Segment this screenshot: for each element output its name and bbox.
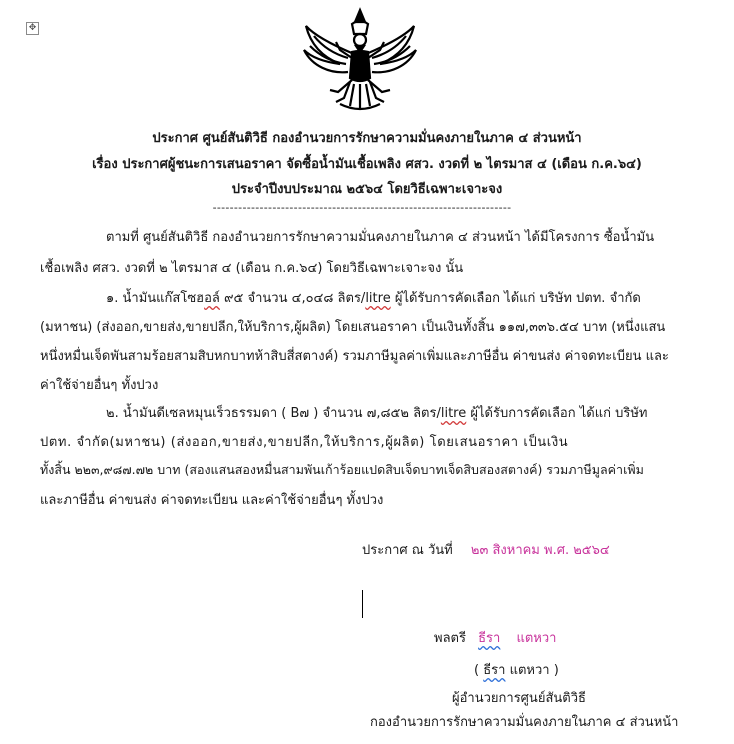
item-2-text-a: ๒. น้ำมันดีเซลหมุนเร็วธรรมดา ( B๗ ) จำนวน ๗,๘๕๒ ลิตร/ <box>106 406 441 421</box>
signer-name-line <box>434 627 556 648</box>
signer-position-2: กองอำนวยการรักษาความมั่นคงภายในภาค ๔ ส่วนหน้า <box>370 715 679 730</box>
text-cursor <box>362 590 363 618</box>
item-2-line-1 <box>106 402 647 423</box>
item-1-misspelled-word[interactable]: อล์ <box>204 291 220 306</box>
paren-last-name: แตหวา ) <box>505 663 559 678</box>
signer-last-name: แตหวา <box>516 631 557 646</box>
paren-open: ( <box>474 663 484 678</box>
item-1-line-1 <box>106 287 641 308</box>
signer-first-name[interactable]: ธีรา <box>478 631 501 646</box>
announcement-subject: เรื่อง ประกาศผู้ชนะการเสนอราคา จัดซื้อน้ำมันเชื้อเพลิง ศสว. งวดที่ ๒ ไตรมาส ๔ (เดือน ก.ค.๖๔) <box>92 157 642 172</box>
table-move-handle-icon[interactable]: ✥ <box>26 22 39 35</box>
item-2-litre-word[interactable]: litre <box>440 406 467 421</box>
item-1-line-3: หนึ่งหมื่นเจ็ดพันสามร้อยสามสิบหกบาทห้าสิบสี่สตางค์) รวมภาษีมูลค่าเพิ่มและภาษีอื่น ค่าขนส่ง ค่าจดทะเบียน และ <box>40 349 669 364</box>
announce-label: ประกาศ ณ วันที่ <box>362 543 453 558</box>
item-2-line-4: และภาษีอื่น ค่าขนส่ง ค่าจดทะเบียน และค่าใช้จ่ายอื่นๆ ทั้งปวง <box>40 493 384 508</box>
announcement-title: ประกาศ ศูนย์สันติวิธี กองอำนวยการรักษาความมั่นคงภายในภาค ๔ ส่วนหน้า <box>152 131 582 146</box>
announcement-fiscal-year: ประจำปีงบประมาณ ๒๕๖๔ โดยวิธีเฉพาะเจาะจง <box>231 182 503 197</box>
title-separator: ---------------------------------------------------------------------- <box>212 201 512 214</box>
signer-position-1: ผู้อำนวยการศูนย์สันติวิธี <box>452 691 586 706</box>
announce-date-line <box>362 539 610 560</box>
item-1-line-2: (มหาชน) (ส่งออก,ขายส่ง,ขายปลีก,ให้บริการ,ผู้ผลิต) โดยเสนอราคา เป็นเงินทั้งสิ้น ๑๑๗,๓๓๖.๕๔ บาท (หนึ่งแสน <box>40 320 666 335</box>
item-1-line-4: ค่าใช้จ่ายอื่นๆ ทั้งปวง <box>40 378 159 393</box>
item-1-text-b: ๙๕ จำนวน ๔,๐๔๘ ลิตร/ <box>219 291 366 306</box>
paren-first-name[interactable]: ธีรา <box>483 663 506 678</box>
item-2-text-b: ผู้ได้รับการคัดเลือก ได้แก่ บริษัท <box>466 406 648 421</box>
announce-date-value: ๒๓ สิงหาคม พ.ศ. ๒๕๖๔ <box>470 543 610 558</box>
item-2-line-2: ปตท. จำกัด(มหาชน) (ส่งออก,ขายส่ง,ขายปลีก,ให้บริการ,ผู้ผลิต) โดยเสนอราคา เป็นเงิน <box>40 435 569 450</box>
garuda-emblem <box>300 6 420 116</box>
signer-rank: พลตรี <box>434 631 466 646</box>
item-1-text-a: ๑. น้ำมันแก๊สโซฮ <box>106 291 205 306</box>
intro-line-1: ตามที่ ศูนย์สันติวิธี กองอำนวยการรักษาความมั่นคงภายในภาค ๔ ส่วนหน้า ได้มีโครงการ ซื้อน้ำมัน <box>106 230 655 245</box>
item-1-litre-word[interactable]: litre <box>365 291 391 306</box>
intro-line-2: เชื้อเพลิง ศสว. งวดที่ ๒ ไตรมาส ๔ (เดือน ก.ค.๖๔) โดยวิธีเฉพาะเจาะจง นั้น <box>40 261 464 276</box>
item-2-line-3: ทั้งสิ้น ๒๒๓,๙๘๗.๗๒ บาท (สองแสนสองหมื่นสามพันเก้าร้อยแปดสิบเจ็ดบาทเจ็ดสิบสองสตางค์) รวมภาษีมูลค่าเพิ่ม <box>40 462 644 477</box>
item-1-text-c: ผู้ได้รับการคัดเลือก ได้แก่ บริษัท ปตท. จำกัด <box>390 291 641 306</box>
signer-paren-line <box>474 659 559 680</box>
